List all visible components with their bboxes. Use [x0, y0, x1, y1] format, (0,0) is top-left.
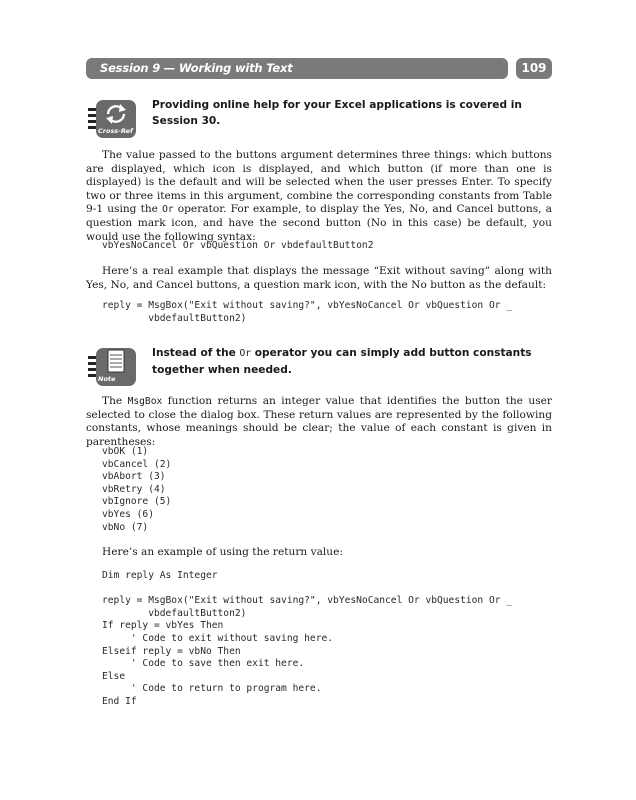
code-block-constants: vbOK (1) vbCancel (2) vbAbort (3) vbRetry (4) vbIgnore (5) vbYes (6) vbNo (7): [102, 446, 172, 533]
body-paragraph-1: The value passed to the buttons argument determines three things: which buttons are displayed, which icon is displayed, and which button (if more than one is displayed) is the default and will be selected when the user presses Enter. To specify two or three items in this argument, combine the corresponding constants from Table 9-1 using the Or operator. For example, to display the Yes, No, and Cancel buttons, a question mark icon, and have the second button (No in this case) be default, you would use the following syntax:: [86, 149, 553, 243]
note-icon: [88, 348, 138, 388]
body-paragraph-4: Here’s an example of using the return value:: [102, 546, 343, 558]
code-block-syntax: vbYesNoCancel Or vbQuestion Or vbdefaultButton2: [102, 240, 374, 251]
header-title: Session 9 — Working with Text: [100, 61, 293, 75]
running-header: [86, 58, 508, 79]
note-text: Instead of the Or operator you can simply add button constants together when needed.: [152, 347, 532, 376]
inline-code-msgbox: MsgBox: [127, 396, 163, 407]
page-number-box: [516, 58, 552, 79]
note-icon-label: Note: [98, 375, 116, 383]
cross-ref-icon-label: Cross-Ref: [98, 127, 133, 135]
inline-code-or: Or: [239, 348, 252, 359]
cross-ref-icon: [88, 100, 138, 140]
refresh-arrows-icon: [96, 100, 136, 128]
inline-code-or: Or: [162, 204, 174, 216]
body-paragraph-2: Here’s a real example that displays the message “Exit without saving” along with Yes, No, and Cancel buttons, a question mark icon, with the No button as the default:: [86, 265, 552, 291]
code-block-return-value: Dim reply As Integer reply = MsgBox("Exit without saving?", vbYesNoCancel Or vbQuestion Or _ vbdefaultButton2) If reply = vbYes Then ' Code to exit without saving here. Elseif reply = vbNo Then ' Code to save then exit here. Else ' Code to return to program here. End If: [102, 570, 513, 707]
cross-ref-text: Providing online help for your Excel applications is covered in Session 30.: [152, 99, 522, 127]
page-number: 109: [521, 61, 547, 75]
body-paragraph-3: The MsgBox function returns an integer value that identifies the button the user selected to close the dialog box. These return values are represented by the following constants, whose meanings should be clear; the value of each constant is given in parentheses:: [86, 395, 552, 448]
notepad-icon: [96, 348, 136, 376]
code-block-example: reply = MsgBox("Exit without saving?", vbYesNoCancel Or vbQuestion Or _ vbdefaultButton2): [102, 300, 513, 324]
